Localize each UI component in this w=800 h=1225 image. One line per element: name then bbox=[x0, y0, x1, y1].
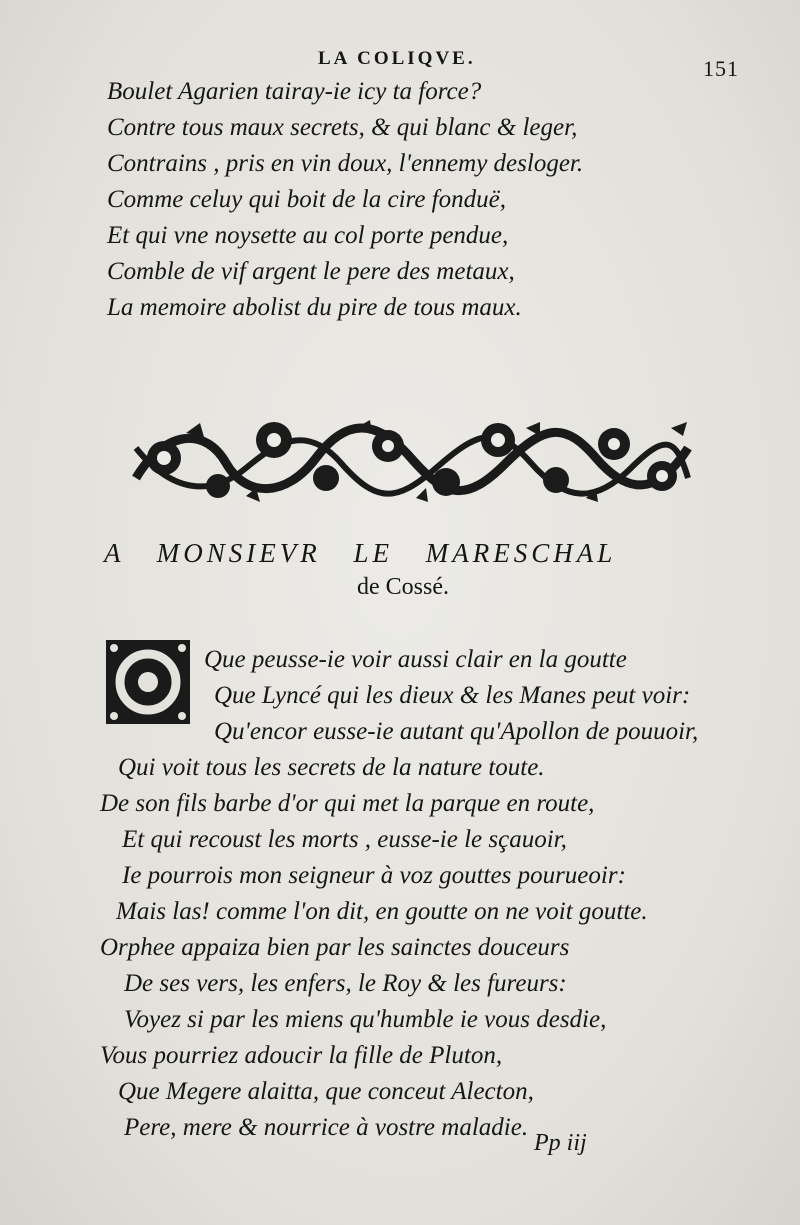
verse-line: Et qui recoust les morts , eusse-ie le sçauoir, bbox=[122, 826, 567, 853]
verse-line: De son fils barbe d'or qui met la parque en route, bbox=[100, 790, 595, 817]
verse-line: Que peusse-ie voir aussi clair en la goutte bbox=[204, 646, 627, 673]
signature-mark: Pp iij bbox=[534, 1130, 587, 1156]
verse-line: Vous pourriez adoucir la fille de Pluton, bbox=[100, 1042, 503, 1069]
verse-line: Comble de vif argent le pere des metaux, bbox=[107, 258, 515, 285]
verse-line: Que Megere alaitta, que conceut Alecton, bbox=[118, 1078, 534, 1105]
verse-line: Mais las! comme l'on dit, en goutte on ne voit goutte. bbox=[116, 898, 648, 925]
verse-line: Contre tous maux secrets, & qui blanc & leger, bbox=[107, 114, 578, 141]
verse-line: Comme celuy qui boit de la cire fonduë, bbox=[107, 186, 506, 213]
verse-line: De ses vers, les enfers, le Roy & les fureurs: bbox=[124, 970, 567, 997]
verse-line: Pere, mere & nourrice à vostre maladie. bbox=[124, 1114, 529, 1141]
verse-line: Et qui vne noysette au col porte pendue, bbox=[107, 222, 509, 249]
verse-line: Boulet Agarien tairay-ie icy ta force? bbox=[107, 78, 482, 105]
ornamental-initial-icon bbox=[104, 638, 192, 726]
dedication-subtitle: de Cossé. bbox=[357, 574, 449, 600]
verse-line: Que Lyncé qui les dieux & les Manes peut voir: bbox=[214, 682, 691, 709]
verse-line: Orphee appaiza bien par les sainctes douceurs bbox=[100, 934, 570, 961]
page-number: 151 bbox=[703, 56, 739, 81]
running-title: LA COLIQVE. bbox=[318, 48, 476, 69]
verse-line: La memoire abolist du pire de tous maux. bbox=[107, 294, 522, 321]
verse-line: Contrains , pris en vin doux, l'ennemy desloger. bbox=[107, 150, 584, 177]
verse-line: Voyez si par les miens qu'humble ie vous desdie, bbox=[124, 1006, 607, 1033]
floral-vine-ornament-icon bbox=[126, 418, 698, 504]
verse-line: Ie pourrois mon seigneur à voz gouttes pourueoir: bbox=[122, 862, 626, 889]
verse-line: Qu'encor eusse-ie autant qu'Apollon de pouuoir, bbox=[214, 718, 699, 745]
dedication-title: A MONSIEVR LE MARESCHAL bbox=[104, 538, 617, 568]
verse-line: Qui voit tous les secrets de la nature toute. bbox=[118, 754, 545, 781]
